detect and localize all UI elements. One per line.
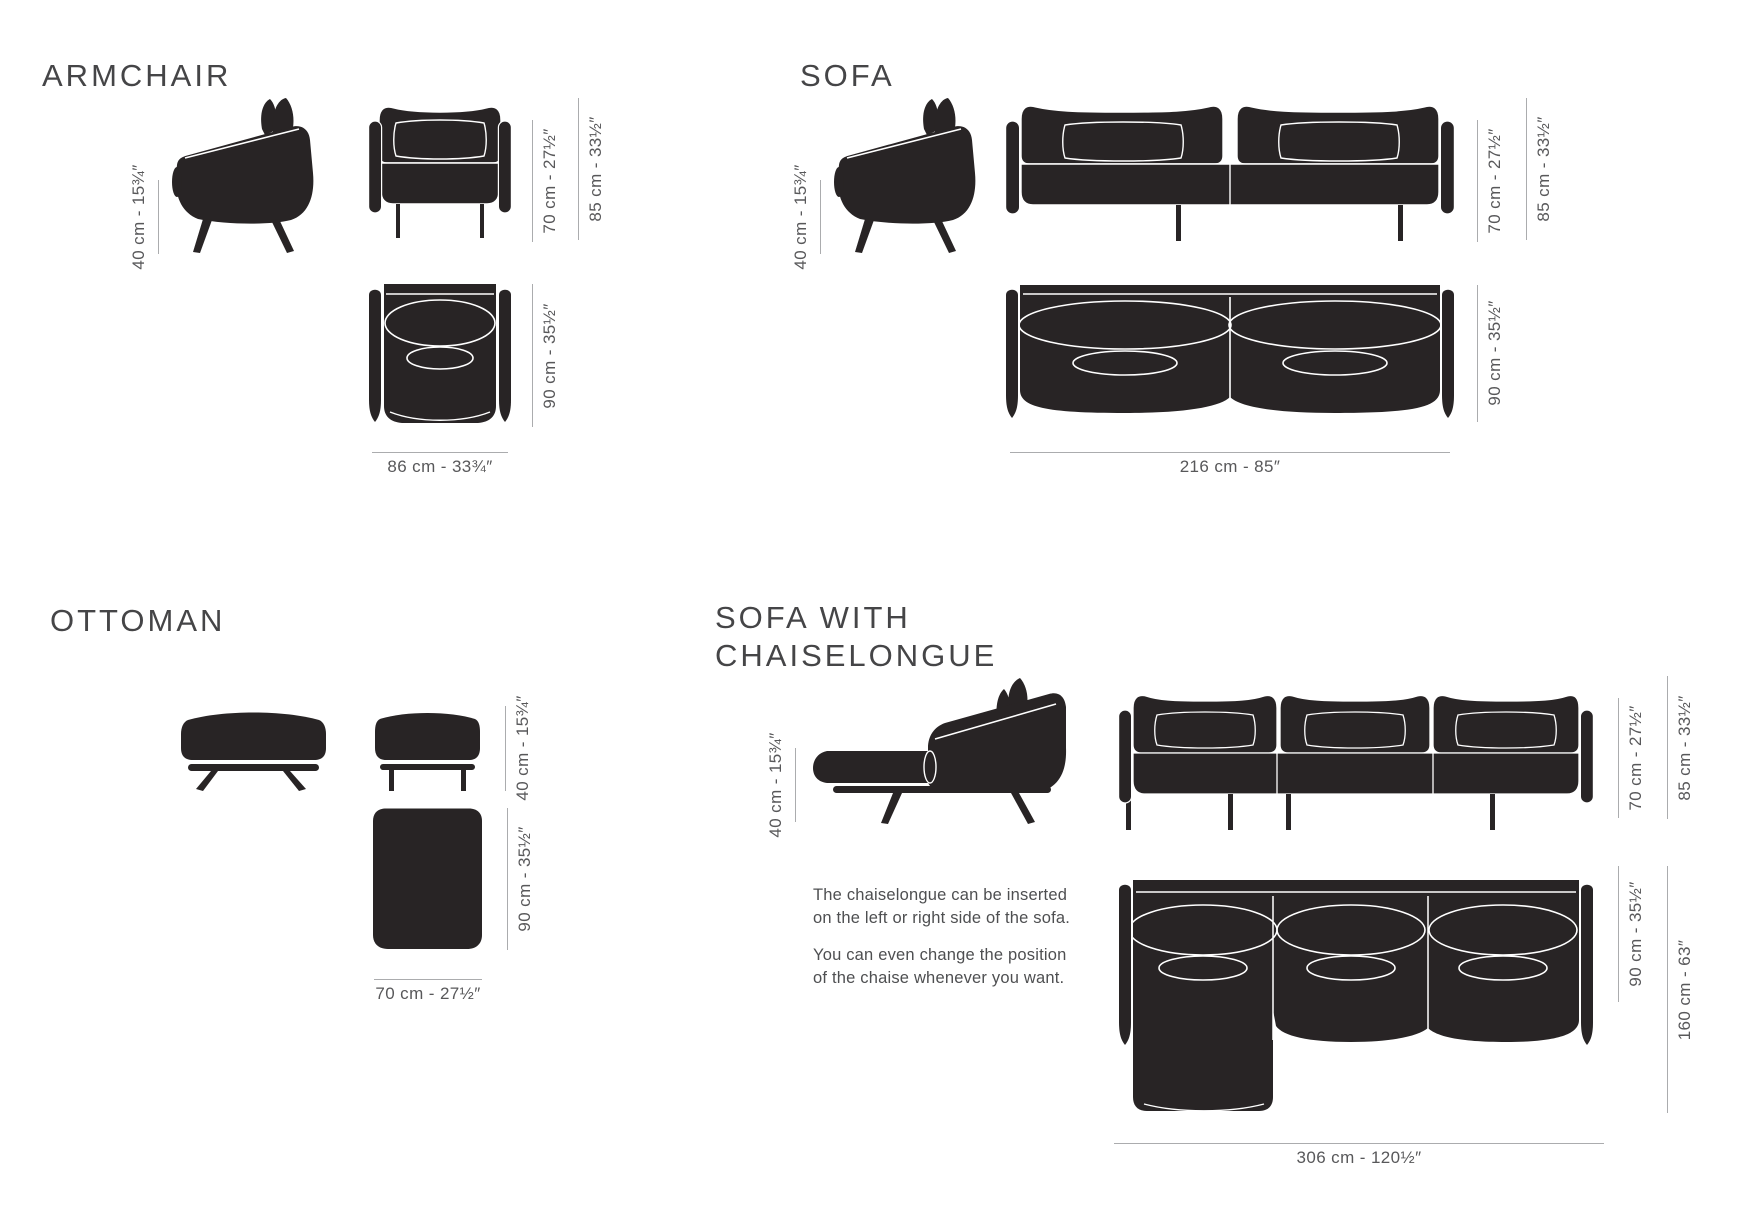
sofa-chaise-seat-height-dimension-line	[1618, 698, 1619, 818]
sofa-chaise-side-view-illustration	[813, 678, 1067, 825]
sofa-chaise-total-height-label: 85 cm - 33½″	[1675, 695, 1694, 801]
sofa-chaise-front-view-illustration	[1118, 687, 1594, 832]
armchair-width-label: 86 cm - 33¾″	[387, 457, 493, 476]
armchair-title: ARMCHAIR	[42, 58, 232, 93]
sofa-chaise-chaise-depth-label: 160 cm - 63″	[1675, 939, 1694, 1041]
sofa-chaise-chaise-depth-dimension-line	[1667, 866, 1668, 1113]
armchair-height-label: 40 cm - 15¾″	[129, 164, 148, 270]
sofa-depth-label: 90 cm - 35½″	[1485, 300, 1504, 406]
sofa-chaise-depth-dimension-line	[1618, 866, 1619, 1002]
ottoman-width-dimension-line	[374, 979, 482, 980]
sofa-seat-height-dimension-line	[1477, 120, 1478, 242]
sofa-chaise-height-dimension-line	[795, 748, 796, 822]
ottoman-height-label: 40 cm - 15¾″	[513, 695, 532, 801]
armchair-seat-height-dimension-line	[532, 120, 533, 242]
sofa-chaise-note-2-line2: of the chaise whenever you want.	[813, 969, 1065, 987]
sofa-height-label: 40 cm - 15¾″	[791, 164, 810, 270]
sofa-chaise-note-2-line1: You can even change the position	[813, 946, 1067, 964]
sofa-chaise-title-line1: SOFA WITH	[715, 600, 911, 635]
sofa-total-height-dimension-line	[1526, 98, 1527, 240]
armchair-side-view-illustration	[170, 98, 320, 254]
sofa-width-label: 216 cm - 85″	[1179, 457, 1281, 476]
armchair-width-dimension-line	[372, 452, 508, 453]
sofa-chaise-total-height-dimension-line	[1667, 676, 1668, 819]
ottoman-depth-label: 90 cm - 35½″	[515, 826, 534, 932]
sofa-chaise-width-label: 306 cm - 120½″	[1296, 1148, 1422, 1167]
sofa-total-height-label: 85 cm - 33½″	[1534, 116, 1553, 222]
armchair-seat-height-label: 70 cm - 27½″	[540, 128, 559, 234]
ottoman-title: OTTOMAN	[50, 603, 226, 638]
sofa-chaise-depth-label: 90 cm - 35½″	[1626, 881, 1645, 987]
sofa-width-dimension-line	[1010, 452, 1450, 453]
sofa-chaise-note-1-line1: The chaiselongue can be inserted	[813, 886, 1068, 904]
sofa-chaise-note-2	[813, 944, 1067, 990]
sofa-chaise-seat-height-label: 70 cm - 27½″	[1626, 705, 1645, 811]
sofa-chaise-width-dimension-line	[1114, 1143, 1604, 1144]
sofa-height-dimension-line	[820, 180, 821, 254]
ottoman-height-dimension-line	[505, 706, 506, 791]
sofa-seat-height-label: 70 cm - 27½″	[1485, 128, 1504, 234]
sofa-chaise-height-label: 40 cm - 15¾″	[766, 732, 785, 838]
armchair-depth-dimension-line	[532, 284, 533, 427]
sofa-depth-dimension-line	[1477, 285, 1478, 422]
sofa-title: SOFA	[800, 58, 895, 93]
armchair-front-view-illustration	[368, 98, 512, 240]
sofa-top-view-illustration	[1005, 285, 1455, 422]
ottoman-side-view-illustration	[178, 705, 329, 791]
ottoman-depth-dimension-line	[507, 808, 508, 950]
sofa-chaise-note-1	[813, 884, 1070, 930]
sofa-front-view-illustration	[1005, 98, 1455, 243]
armchair-top-view-illustration	[368, 284, 512, 427]
armchair-height-dimension-line	[158, 180, 159, 254]
sofa-side-view-illustration	[832, 98, 982, 254]
ottoman-top-view-illustration	[372, 808, 483, 950]
armchair-total-height-label: 85 cm - 33½″	[586, 116, 605, 222]
sofa-chaise-note-1-line2: on the left or right side of the sofa.	[813, 909, 1071, 927]
ottoman-front-view-illustration	[372, 705, 483, 791]
sofa-chaise-top-view-illustration	[1118, 880, 1594, 1114]
sofa-chaise-title-line2: CHAISELONGUE	[715, 638, 998, 673]
armchair-total-height-dimension-line	[578, 98, 579, 240]
armchair-depth-label: 90 cm - 35½″	[540, 303, 559, 409]
ottoman-width-label: 70 cm - 27½″	[375, 984, 481, 1003]
